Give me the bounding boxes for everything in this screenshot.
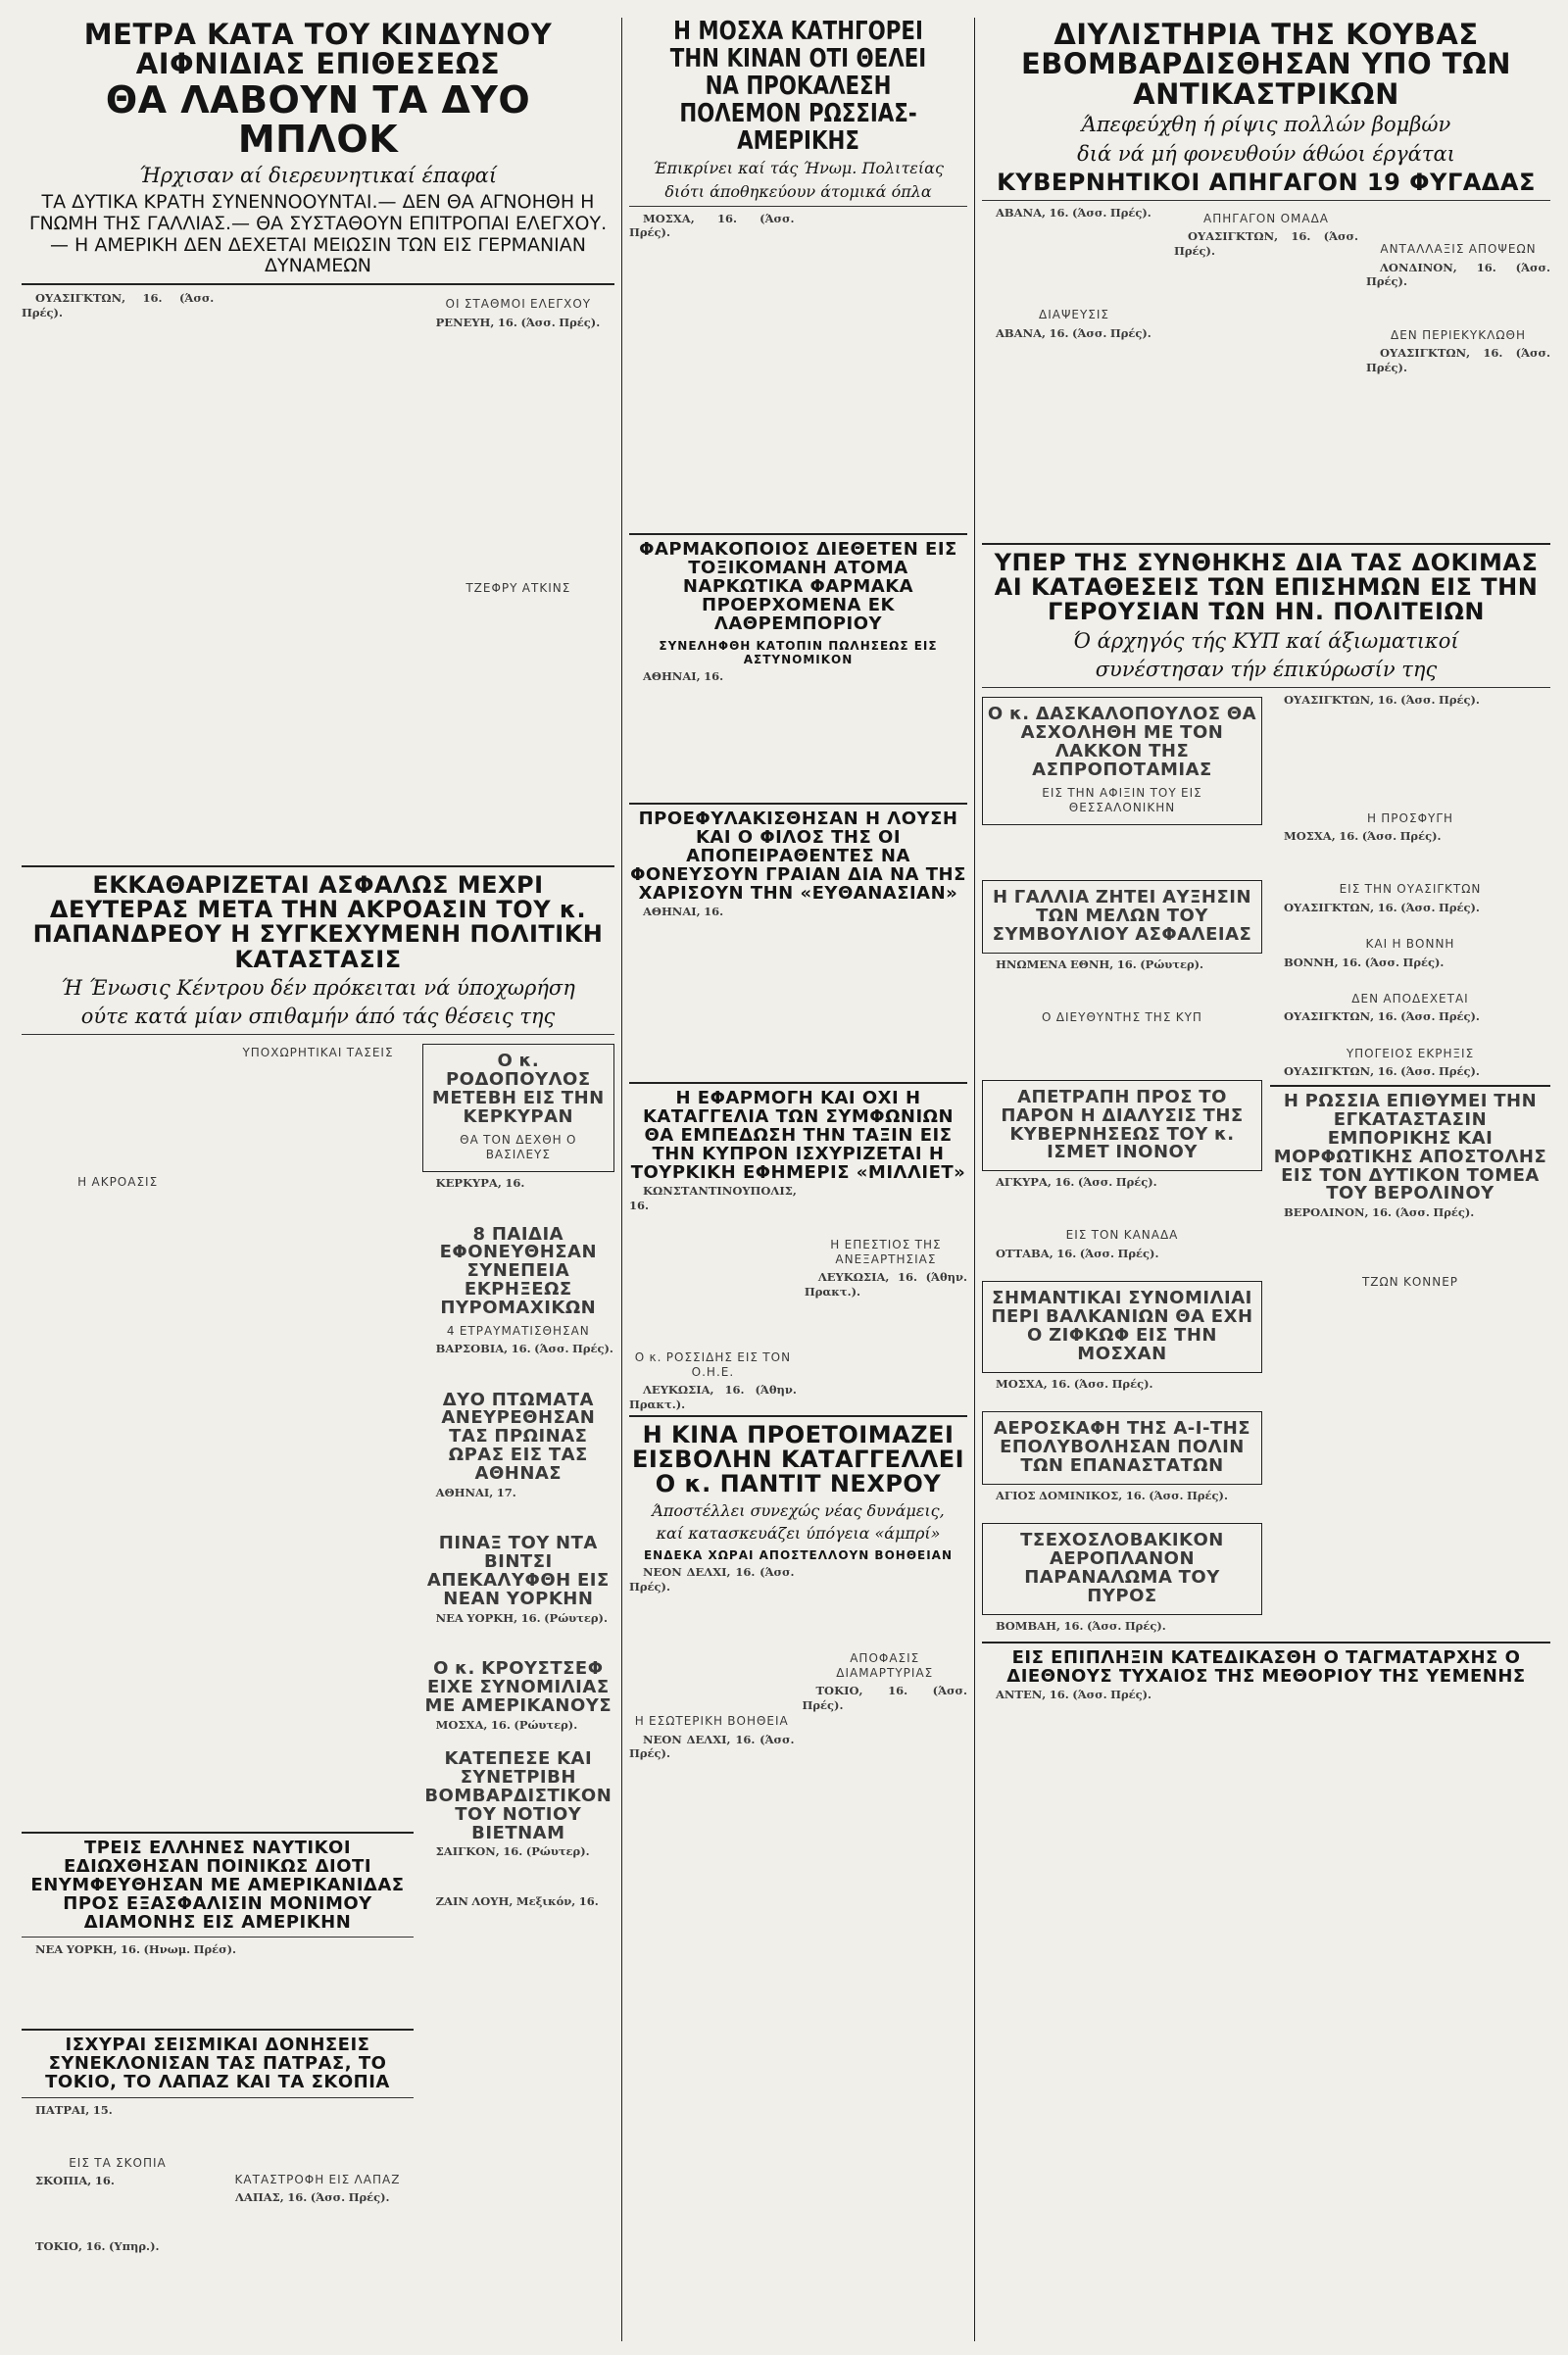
headline-daskalopoulos: Ο κ. ΔΑΣΚΑΛΟΠΟΥΛΟΣ ΘΑ ΑΣΧΟΛΗΘΗ ΜΕ ΤΟΝ ΛΑΚΚΟΝ ΤΗΣ ΑΣΠΡΟΠΟΤΑΜΙΑΣ: [987, 703, 1257, 780]
subhead-thessaloniki: ΕΙΣ ΤΗΝ ΑΦΙΞΙΝ ΤΟΥ ΕΙΣ ΘΕΣΣΑΛΟΝΙΚΗΝ: [1042, 785, 1202, 814]
dateline: ΚΕΡΚΥΡΑ, 16.: [435, 1176, 525, 1191]
headline-gallia: Η ΓΑΛΛΙΑ ΖΗΤΕΙ ΑΥΞΗΣΙΝ ΤΩΝ ΜΕΛΩΝ ΤΟΥ ΣΥΜΒΟΥΛΙΟΥ ΑΣΦΑΛΕΙΑΣ: [992, 887, 1252, 946]
headline-yemeni: ΕΙΣ ΕΠΙΠΛΗΞΙΝ ΚΑΤΕΔΙΚΑΣΘΗ Ο ΤΑΓΜΑΤΑΡΧΗΣ Ο ΔΙΕΘΝΟΥΣ ΤΥΧΑΙΟΣ ΤΗΣ ΜΕΘΟΡΙΟΥ ΤΗΣ ΥΕΜΕΝΗΣ: [1006, 1646, 1526, 1687]
deck-ergatai: διά νά μή φονευθούν άθώοι έργάται: [1077, 141, 1455, 166]
dateline: ΑΒΑΝΑ, 16. (Άσσ. Πρές).: [996, 205, 1152, 220]
dateline: ΑΘΗΝΑΙ, 17.: [435, 1486, 516, 1500]
dateline: ΖΑΙΝ ΛΟΥΗ, Μεξικόν, 16.: [435, 1893, 599, 1908]
dateline: ΒΕΡΟΛΙΝΟΝ, 16. (Άσσ. Πρές).: [1284, 1205, 1475, 1220]
headline-aeroplano: ΤΣΕΧΟΣΛΟΒΑΚΙΚΟΝ ΑΕΡΟΠΛΑΝΟΝ ΠΑΡΑΝΑΛΩΜΑ ΤΟΥ ΠΥΡΟΣ: [1020, 1530, 1224, 1607]
column-3: [982, 18, 1550, 2341]
headline-mtra: ΜΕΤΡΑ ΚΑΤΑ ΤΟΥ ΚΙΝΔΥΝΟΥ ΑΙΦΝΙΔΙΑΣ ΕΠΙΘΕΣΕΩΣ: [83, 18, 553, 81]
subhead-epestios: Η ΕΠΕΣΤΙΟΣ ΤΗΣ ΑΝΕΞΑΡΤΗΣΙΑΣ: [830, 1237, 942, 1266]
deck-opla: διότι άποθηκεύουν άτομικά όπλα: [664, 181, 932, 201]
subhead-endeka: ΕΝΔΕΚΑ ΧΩΡΑΙ ΑΠΟΣΤΕΛΛΟΥΝ ΒΟΗΘΕΙΑΝ: [643, 1547, 954, 1562]
subhead-diapsevsis: ΔΙΑΨΕΥΣΙΣ: [1038, 308, 1110, 322]
dateline: ΚΩΝΣΤΑΝΤΙΝΟΥΠΟΛΙΣ, 16.: [629, 1184, 797, 1213]
headline-kina: Η ΚΙΝΑ ΠΡΟΕΤΟΙΜΑΖΕΙ ΕΙΣΒΟΛΗΝ ΚΑΤΑΓΓΕΛΛΕΙ Ο κ. ΠΑΝΤΙΤ ΝΕΧΡΟΥ: [631, 1421, 965, 1498]
column-2: [629, 18, 967, 2341]
dateline: ΟΤΤΑΒΑ, 16. (Άσσ. Πρές).: [996, 1246, 1159, 1260]
headline-synthiki: ΥΠΕΡ ΤΗΣ ΣΥΝΘΗΚΗΣ ΔΙΑ ΤΑΣ ΔΟΚΙΜΑΣ ΑΙ ΚΑΤΑΘΕΣΕΙΣ ΤΩΝ ΕΠΙΣΗΜΩΝ ΕΙΣ ΤΗΝ ΓΕΡΟΥΣΙΑΝ ΤΩΝ ΗΝ. ΠΟΛΙΤΕΙΩΝ: [994, 549, 1539, 626]
deck-enosis: Ή Ένωσις Κέντρου δέν πρόκειται νά ύποχωρήση: [61, 975, 575, 1000]
dateline: ΒΑΡΣΟΒΙΑ, 16. (Άσσ. Πρές).: [435, 1342, 613, 1356]
article-text: [22, 1942, 414, 2023]
dateline: ΡΕΝΕΥΗ, 16. (Άσσ. Πρές).: [435, 315, 601, 329]
article-text: [221, 291, 414, 650]
dateline: ΜΟΣΧΑ, 16. (Ρώυτερ).: [435, 1717, 578, 1732]
dateline: ΟΥΑΣΙΓΚΤΩΝ, 16. (Άσσ. Πρές).: [22, 291, 215, 319]
dateline: ΛΕΥΚΩΣΙΑ, 16. (Άθην. Πρακτ.).: [629, 1383, 797, 1412]
dateline: ΟΥΑΣΙΓΚΤΩΝ, 16. (Άσσ. Πρές).: [1284, 692, 1480, 707]
byline: ΤΖΩΝ ΚΟΝΝΕΡ: [1361, 1275, 1459, 1290]
column-1: [22, 18, 614, 2341]
subhead-esoteriki: Η ΕΣΩΤΕΡΙΚΗ ΒΟΗΘΕΙΑ: [634, 1714, 789, 1729]
dateline: ΟΥΑΣΙΓΚΤΩΝ, 16. (Άσσ. Πρές).: [1174, 229, 1358, 258]
headline-rossia: Η ΡΩΣΣΙΑ ΕΠΙΘΥΜΕΙ ΤΗΝ ΕΓΚΑΤΑΣΤΑΣΙΝ ΕΜΠΟΡΙΚΗΣ ΚΑΙ ΜΟΡΦΩΤΙΚΗΣ ΑΠΟΣΤΟΛΗΣ ΕΙΣ ΤΟΝ ΔΥΤΙΚΟΝ ΤΟΜΕΑ ΤΟΥ ΒΕΡΟΛΙΝΟΥ: [1273, 1090, 1547, 1204]
dateline: ΝΕΑ ΥΟΡΚΗ, 16. (Ρώυτερ).: [435, 1610, 608, 1625]
dateline: ΒΟΜΒΑΗ, 16. (Άσσ. Πρές).: [996, 1618, 1166, 1633]
dateline: ΣΑΙΓΚΟΝ, 16. (Ρώυτερ).: [435, 1844, 590, 1859]
subhead-ypochoritikai: ΥΠΟΧΩΡΗΤΙΚΑΙ ΤΑΣΕΙΣ: [242, 1046, 394, 1060]
subhead-kanadas: ΕΙΣ ΤΟΝ ΚΑΝΑΔΑ: [1065, 1228, 1179, 1243]
subhead-vasileys: ΘΑ ΤΟΝ ΔΕΧΘΗ Ο ΒΑΣΙΛΕΥΣ: [460, 1132, 577, 1162]
dateline: ΒΟΝΝΗ, 16. (Άσσ. Πρές).: [1284, 955, 1445, 969]
dateline: ΝΕΟΝ ΔΕΛΧΙ, 16. (Άσσ. Πρές).: [629, 1564, 795, 1594]
article-text: [22, 291, 214, 650]
headline-farmakopoios: ΦΑΡΜΑΚΟΠΟΙΟΣ ΔΙΕΘΕΤΕΝ ΕΙΣ ΤΟΞΙΚΟΜΑΝΗ ΑΤΟΜΑ ΝΑΡΚΩΤΙΚΑ ΦΑΡΜΑΚΑ ΠΡΟΕΡΧΟΜΕΝΑ ΕΚ ΛΑΘΡΕΜΠΟΡΙΟΥ: [639, 539, 957, 634]
subhead-dytika: ΤΑ ΔΥΤΙΚΑ ΚΡΑΤΗ ΣΥΝΕΝΝΟΟΥΝΤΑΙ.— ΔΕΝ ΘΑ ΑΓΝΟΗΘΗ Η ΓΝΩΜΗ ΤΗΣ ΓΑΛΛΙΑΣ.— ΘΑ ΣΥΣΤΑΘΟΥΝ ΕΠΙΤΡΟΠΑΙ ΕΛΕΓΧΟΥ.— Η ΑΜΕΡΙΚΗ ΔΕΝ ΔΕΧΕΤΑΙ ΜΕΙΩΣΙΝ ΤΩΝ ΕΙΣ ΓΕΡΜΑΝΙΑΝ ΔΥΝΑΜΕΩΝ: [28, 190, 608, 277]
dateline: ΜΟΣΧΑ, 16. (Άσσ. Πρές).: [629, 211, 795, 240]
deck-politeias: Έπικρίνει καί τάς Ήνωμ. Πολιτείας: [653, 159, 944, 178]
deck-ampri: καί κατασκευάζει ύπόγεια «άμπρί»: [656, 1523, 941, 1543]
deck-spithami: ούτε κατά μίαν σπιθαμήν άπό τάς θέσεις της: [80, 1004, 556, 1028]
headline-naftikoi: ΤΡΕΙΣ ΕΛΛΗΝΕΣ ΝΑΥΤΙΚΟΙ ΕΔΙΩΧΘΗΣΑΝ ΠΟΙΝΙΚΩΣ ΔΙΟΤΙ ΕΝΥΜΦΕΥΘΗΣΑΝ ΜΕ ΑΜΕΡΙΚΑΝΙΔΑΣ ΠΡΟΣ ΕΞΑΣΦΑΛΙΣΙΝ ΜΟΝΙΜΟΥ ΔΙΑΜΟΝΗΣ ΕΙΣ ΑΜΕΡΙΚΗΝ: [30, 1838, 405, 1933]
dateline: ΤΟΚΙΟ, 16. (Υπηρ.).: [35, 2239, 160, 2254]
headline-paidia: 8 ΠΑΙΔΙΑ ΕΦΟΝΕΥΘΗΣΑΝ ΣΥΝΕΠΕΙΑ ΕΚΡΗΞΕΩΣ ΠΥΡΟΜΑΧΙΚΩΝ: [439, 1223, 598, 1319]
dateline: ΛΟΝΔΙΝΟΝ, 16. (Άσσ. Πρές).: [1366, 260, 1550, 289]
dateline: ΜΟΣΧΑ, 16. (Άσσ. Πρές).: [996, 1376, 1153, 1391]
deck-epafai: Ήρχισαν αί διερευνητικαί έπαφαί: [138, 163, 498, 187]
deck-archigos: Ό άρχηγός τής ΚΥΠ καί άξιωματικοί: [1073, 628, 1459, 653]
dateline: ΑΓΚΥΡΑ, 16. (Άσσ. Πρές).: [996, 1175, 1157, 1190]
subhead-skopia: ΕΙΣ ΤΑ ΣΚΟΠΙΑ: [69, 2155, 167, 2170]
dateline: ΟΥΑΣΙΓΚΤΩΝ, 16. (Άσσ. Πρές).: [1284, 1064, 1480, 1079]
deck-dynameis: Άποστέλλει συνεχώς νέας δυνάμεις,: [652, 1500, 945, 1520]
subhead-diamartyria: ΑΠΟΦΑΣΙΣ ΔΙΑΜΑΡΤΥΡΙΑΣ: [836, 1650, 934, 1680]
dateline: ΛΑΠΑΣ, 16. (Άσσ. Πρές).: [235, 2189, 390, 2204]
dateline: ΟΥΑΣΙΓΚΤΩΝ, 16. (Άσσ. Πρές).: [1366, 345, 1550, 374]
deck-vomvon: Άπεφεύχθη ή ρίψις πολλών βομβών: [1081, 113, 1451, 137]
headline-kouva: ΔΙΥΛΙΣΤΗΡΙΑ ΤΗΣ ΚΟΥΒΑΣ ΕΒΟΜΒΑΡΔΙΣΘΗΣΑΝ ΥΠΟ ΤΩΝ ΑΝΤΙΚΑΣΤΡΙΚΩΝ: [1020, 18, 1512, 111]
headline-fygades: ΚΥΒΕΡΝΗΤΙΚΟΙ ΑΠΗΓΑΓΟΝ 19 ΦΥΓΑΔΑΣ: [997, 168, 1536, 196]
subhead-antallaxis: ΑΝΤΑΛΛΑΞΙΣ ΑΠΟΨΕΩΝ: [1380, 242, 1537, 257]
dateline: ΜΟΣΧΑ, 16. (Άσσ. Πρές).: [1284, 829, 1442, 844]
headline-vietnam: ΚΑΤΕΠΕΣΕ ΚΑΙ ΣΥΝΕΤΡΙΒΗ ΒΟΜΒΑΡΔΙΣΤΙΚΟΝ ΤΟΥ ΝΟΤΙΟΥ ΒΙΕΤΝΑΜ: [424, 1748, 612, 1843]
byline: ΤΖΕΦΡΥ ΑΤΚΙΝΣ: [466, 581, 571, 596]
dateline: ΑΘΗΝΑΙ, 16.: [643, 905, 724, 919]
headline-zifkof: ΣΗΜΑΝΤΙΚΑΙ ΣΥΝΟΜΙΛΙΑΙ ΠΕΡΙ ΒΑΛΚΑΝΙΩΝ ΘΑ ΕΧΗ Ο ΖΙΦΚΩΦ ΕΙΣ ΤΗΝ ΜΟΣΧΑΝ: [991, 1288, 1253, 1364]
headline-blok: ΘΑ ΛΑΒΟΥΝ ΤΑ ΔΥΟ ΜΠΛΟΚ: [105, 77, 531, 161]
subhead-rossidis: Ο κ. ΡΟΣΣΙΔΗΣ ΕΙΣ ΤΟΝ Ο.Η.Ε.: [634, 1349, 792, 1379]
article-text: [422, 291, 614, 650]
dateline: ΛΕΥΚΩΣΙΑ, 16. (Άθην. Πρακτ.).: [804, 1270, 967, 1300]
headline-lousi: ΠΡΟΕΦΥΛΑΚΙΣΘΗΣΑΝ Η ΛΟΥΣΗ ΚΑΙ Ο ΦΙΛΟΣ ΤΗΣ ΟΙ ΑΠΟΠΕΙΡΑΘΕΝΤΕΣ ΝΑ ΦΟΝΕΥΣΟΥΝ ΓΡΑΙΑΝ ΔΙΑ ΝΑ ΤΗΣ ΧΑΡΙΣΟΥΝ ΤΗΝ «ΕΥΘΑΝΑΣΙΑΝ»: [630, 809, 966, 904]
dateline: ΟΥΑΣΙΓΚΤΩΝ, 16. (Άσσ. Πρές).: [1284, 900, 1480, 914]
subhead-akroasis: Η ΑΚΡΟΑΣΙΣ: [77, 1174, 159, 1189]
dateline: ΑΒΑΝΑ, 16. (Άσσ. Πρές).: [996, 325, 1152, 340]
headline-da-vinci: ΠΙΝΑΞ ΤΟΥ ΝΤΑ ΒΙΝΤΣΙ ΑΠΕΚΑΛΥΦΘΗ ΕΙΣ ΝΕΑΝ ΥΟΡΚΗΝ: [426, 1533, 610, 1609]
headline-seismoi: ΙΣΧΥΡΑΙ ΣΕΙΣΜΙΚΑΙ ΔΟΝΗΣΕΙΣ ΣΥΝΕΚΛΟΝΙΣΑΝ ΤΑΣ ΠΑΤΡΑΣ, ΤΟ ΤΟΚΙΟ, ΤΟ ΛΑΠΑΖ ΚΑΙ ΤΑ ΣΚΟΠΙΑ: [45, 2035, 390, 2092]
dateline: ΠΑΤΡΑΙ, 15.: [35, 2102, 113, 2117]
dateline: ΗΝΩΜΕΝΑ ΕΘΝΗ, 16. (Ρώυτερ).: [996, 957, 1204, 972]
dateline: ΑΓΙΟΣ ΔΟΜΙΝΙΚΟΣ, 16. (Άσσ. Πρές).: [996, 1488, 1228, 1502]
subhead-perikyklothi: ΔΕΝ ΠΕΡΙΕΚΥΚΛΩΘΗ: [1391, 327, 1526, 342]
subhead-omada: ΑΠΗΓΑΓΟΝ ΟΜΑΔΑ: [1203, 211, 1329, 225]
subhead-dieythyntis: Ο ΔΙΕΥΘΥΝΤΗΣ ΤΗΣ ΚΥΠ: [1042, 1010, 1202, 1025]
headline-ekkatharizetai: ΕΚΚΑΘΑΡΙΖΕΤΑΙ ΑΣΦΑΛΩΣ ΜΕΧΡΙ ΔΕΥΤΕΡΑΣ ΜΕΤΑ ΤΗΝ ΑΚΡΟΑΣΙΝ ΤΟΥ κ. ΠΑΠΑΝΔΡΕΟΥ Η ΣΥΓΚΕΧΥΜΕΝΗ ΠΟΛΙΤΙΚΗ ΚΑΤΑΣΤΑΣΙΣ: [32, 871, 604, 973]
subhead-ouasigkton: ΕΙΣ ΤΗΝ ΟΥΑΣΙΓΚΤΩΝ: [1339, 882, 1482, 897]
headline-inonou: ΑΠΕΤΡΑΠΗ ΠΡΟΣ ΤΟ ΠΑΡΟΝ Η ΔΙΑΛΥΣΙΣ ΤΗΣ ΚΥΒΕΡΝΗΣΕΩΣ ΤΟΥ κ. ΙΣΜΕΤ ΙΝΟΝΟΥ: [1001, 1086, 1244, 1163]
subhead-vonni: ΚΑΙ Η ΒΟΝΝΗ: [1365, 937, 1455, 952]
subhead-stathmoi: ΟΙ ΣΤΑΘΜΟΙ ΕΛΕΓΧΟΥ: [445, 297, 592, 312]
headline-ptomata: ΔΥΟ ΠΤΩΜΑΤΑ ΑΝΕΥΡΕΘΗΣΑΝ ΤΑΣ ΠΡΩΙΝΑΣ ΩΡΑΣ ΕΙΣ ΤΑΣ ΑΘΗΝΑΣ: [441, 1389, 596, 1485]
subhead-ekrixis: ΥΠΟΓΕΙΟΣ ΕΚΡΗΞΙΣ: [1346, 1046, 1475, 1060]
headline-rodopoulos: Ο κ. ΡΟΔΟΠΟΥΛΟΣ ΜΕΤΕΒΗ ΕΙΣ ΤΗΝ ΚΕΡΚΥΡΑΝ: [431, 1051, 605, 1127]
subhead-travmatisthisan: 4 ΕΤΡΑΥΜΑΤΙΣΘΗΣΑΝ: [446, 1324, 590, 1339]
subhead-apodechetai: ΔΕΝ ΑΠΟΔΕΧΕΤΑΙ: [1351, 992, 1469, 1006]
subhead-prosfygi: Η ΠΡΟΣΦΥΓΗ: [1366, 810, 1454, 825]
deck-epikyrosi: συνέστησαν τήν έπικύρωσίν της: [1095, 657, 1438, 681]
subhead-synelifthi: ΣΥΝΕΛΗΦΘΗ ΚΑΤΟΠΙΝ ΠΩΛΗΣΕΩΣ ΕΙΣ ΑΣΤΥΝΟΜΙΚΟΝ: [659, 639, 938, 667]
dateline: ΑΝΤΕΝ, 16. (Άσσ. Πρές).: [996, 1688, 1152, 1702]
dateline: ΟΥΑΣΙΓΚΤΩΝ, 16. (Άσσ. Πρές).: [1284, 1009, 1480, 1024]
dateline: ΝΕΑ ΥΟΡΚΗ, 16. (Ηνωμ. Πρέσ).: [35, 1942, 237, 1957]
headline-milliet: Η ΕΦΑΡΜΟΓΗ ΚΑΙ ΟΧΙ Η ΚΑΤΑΓΓΕΛΙΑ ΤΩΝ ΣΥΜΦΩΝΙΩΝ ΘΑ ΕΜΠΕΔΩΣΗ ΤΗΝ ΤΑΞΙΝ ΕΙΣ ΤΗΝ ΚΥΠΡΟΝ ΙΣΧΥΡΙΖΕΤΑΙ Η ΤΟΥΡΚΙΚΗ ΕΦΗΜΕΡΙΣ «ΜΙΛΛΙΕΤ»: [630, 1088, 966, 1183]
dateline: ΤΟΚΙΟ, 16. (Άσσ. Πρές).: [802, 1684, 967, 1712]
headline-aitis: ΑΕΡΟΣΚΑΦΗ ΤΗΣ Α-Ι-ΤΗΣ ΕΠΟΛΥΒΟΛΗΣΑΝ ΠΟΛΙΝ ΤΩΝ ΕΠΑΝΑΣΤΑΤΩΝ: [993, 1418, 1251, 1477]
subhead-lapaz: ΚΑΤΑΣΤΡΟΦΗ ΕΙΣ ΛΑΠΑΖ: [234, 2172, 401, 2186]
dateline: ΑΘΗΝΑΙ, 16.: [643, 669, 724, 684]
headline-moscha: Η ΜΟΣΧΑ ΚΑΤΗΓΟΡΕΙ ΤΗΝ ΚΙΝΑΝ ΟΤΙ ΘΕΛΕΙ ΝΑ ΠΡΟΚΑΛΕΣΗ ΠΟΛΕΜΟΝ ΡΩΣΣΙΑΣ-ΑΜΕΡΙΚΗΣ: [669, 18, 927, 157]
headline-krouschev: Ο κ. ΚΡΟΥΣΤΣΕΦ ΕΙΧΕ ΣΥΝΟΜΙΛΙΑΣ ΜΕ ΑΜΕΡΙΚΑΝΟΥΣ: [424, 1657, 612, 1716]
dateline: ΝΕΟΝ ΔΕΛΧΙ, 16. (Άσσ. Πρές).: [629, 1732, 795, 1761]
dateline: ΣΚΟΠΙΑ, 16.: [35, 2174, 115, 2188]
